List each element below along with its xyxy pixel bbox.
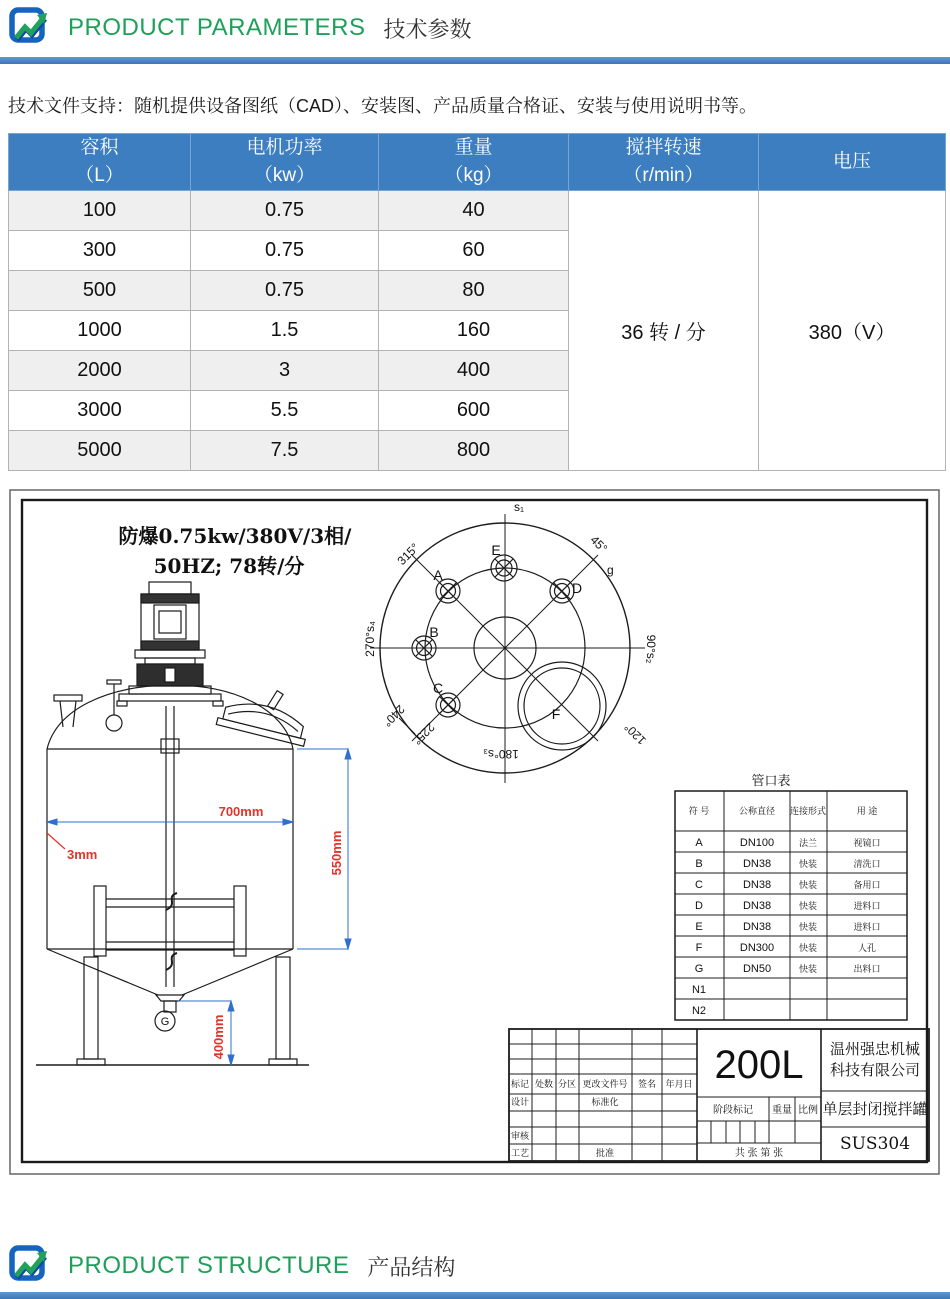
dim-height-label: 550mm <box>329 830 344 876</box>
cell-weight: 160 <box>379 311 569 351</box>
svg-text:法兰: 法兰 <box>798 838 818 848</box>
angle-45-g: g <box>607 563 614 577</box>
company-name-line1: 温州强忠机械 <box>829 1040 921 1058</box>
svg-text:审核: 审核 <box>510 1131 530 1141</box>
svg-text:标记: 标记 <box>510 1079 530 1089</box>
support-note: 技术文件支持：随机提供设备图纸（CAD）、安装图、产品质量合格证、安装与使用说明书等。 <box>8 96 757 116</box>
cell-weight: 80 <box>379 271 569 311</box>
svg-text:视镜口: 视镜口 <box>853 838 881 848</box>
svg-text:DN300: DN300 <box>739 942 775 954</box>
cell-power: 0.75 <box>191 271 379 311</box>
svg-text:N1: N1 <box>691 984 707 996</box>
cell-weight: 800 <box>379 431 569 471</box>
cell-weight: 40 <box>379 191 569 231</box>
title-block-volume: 200L <box>714 1043 804 1087</box>
section-header-parameters <box>8 6 472 50</box>
outlet-g-label: G <box>160 1016 170 1028</box>
svg-text:出料口: 出料口 <box>853 964 881 974</box>
col-header-motor-power: 电机功率 （kw） <box>191 134 379 191</box>
svg-text:更改文件号: 更改文件号 <box>582 1079 628 1089</box>
svg-text:进料口: 进料口 <box>853 901 881 911</box>
svg-text:共 张 第 张: 共 张 第 张 <box>734 1148 784 1159</box>
cad-drawing <box>7 487 943 1179</box>
angle-120: 120° <box>621 720 649 748</box>
cell-weight: 60 <box>379 231 569 271</box>
nozzle-label-b: B <box>429 624 439 640</box>
divider-bar <box>0 1292 950 1299</box>
cell-power: 1.5 <box>191 311 379 351</box>
cell-power: 7.5 <box>191 431 379 471</box>
svg-text:进料口: 进料口 <box>853 922 881 932</box>
svg-text:DN100: DN100 <box>739 837 775 849</box>
cell-power: 3 <box>191 351 379 391</box>
svg-text:N2: N2 <box>691 1005 707 1017</box>
divider-bar <box>0 57 950 64</box>
svg-text:批准: 批准 <box>595 1148 615 1158</box>
dim-thickness-label: 3mm <box>67 847 98 862</box>
section-title-zh: 产品结构 <box>367 1254 456 1280</box>
svg-text:E: E <box>695 921 703 933</box>
angle-90-s2: 90°s₂ <box>644 634 658 664</box>
svg-text:DN38: DN38 <box>742 900 772 912</box>
nozzle-label-c: C <box>432 680 444 696</box>
angle-270-s4: 270°s₄ <box>363 621 377 657</box>
section-title-en: PRODUCT STRUCTURE <box>68 1252 350 1279</box>
svg-text:A: A <box>695 837 703 849</box>
section-title-zh: 技术参数 <box>383 16 472 42</box>
axis-label-s1: s₁ <box>514 500 525 514</box>
parameters-table <box>8 133 946 471</box>
section-title-en: PRODUCT PARAMETERS <box>68 14 366 41</box>
motor-spec-line2: 50HZ; 78转/分 <box>153 554 305 578</box>
table-header-row <box>9 134 946 191</box>
svg-text:DN38: DN38 <box>742 879 772 891</box>
cell-weight: 600 <box>379 391 569 431</box>
product-name: 单层封闭搅拌罐 <box>822 1100 928 1118</box>
svg-text:B: B <box>695 858 703 870</box>
cell-volume: 5000 <box>9 431 191 471</box>
svg-text:DN38: DN38 <box>742 858 772 870</box>
svg-text:快装: 快装 <box>798 859 818 869</box>
col-header-mixing-speed: 搅拌转速 （r/min） <box>569 134 759 191</box>
cell-volume: 300 <box>9 231 191 271</box>
svg-text:处数: 处数 <box>534 1079 554 1089</box>
angle-225: 225° <box>410 720 438 748</box>
cell-speed-merged: 36 转 / 分 <box>569 191 759 471</box>
svg-text:备用口: 备用口 <box>853 880 881 890</box>
svg-text:快装: 快装 <box>798 880 818 890</box>
svg-text:连接形式: 连接形式 <box>789 806 827 816</box>
nozzle-table-title: 管口表 <box>751 773 791 788</box>
motor-spec-line1: 防爆0.75kw/380V/3相/ <box>118 524 352 548</box>
svg-text:G: G <box>694 963 704 975</box>
angle-180-s3: 180°s₃ <box>483 747 519 761</box>
svg-text:快装: 快装 <box>798 922 818 932</box>
svg-text:年月日: 年月日 <box>665 1079 693 1089</box>
svg-text:重量: 重量 <box>772 1105 792 1116</box>
nozzle-label-f: F <box>551 706 561 722</box>
angle-45: 45° <box>587 532 611 556</box>
cad-drawing-container <box>7 487 943 1184</box>
svg-text:人孔: 人孔 <box>857 943 877 953</box>
nozzle-label-a: A <box>433 567 443 583</box>
svg-text:DN50: DN50 <box>742 963 772 975</box>
cell-volume: 1000 <box>9 311 191 351</box>
svg-text:C: C <box>695 879 703 891</box>
cell-power: 0.75 <box>191 191 379 231</box>
cell-voltage-merged: 380（V） <box>759 191 946 471</box>
nozzle-label-d: D <box>571 580 583 596</box>
cell-volume: 500 <box>9 271 191 311</box>
svg-text:比例: 比例 <box>798 1105 818 1116</box>
col-header-volume: 容积 （L） <box>9 134 191 191</box>
svg-text:清洗口: 清洗口 <box>853 859 881 869</box>
cell-volume: 100 <box>9 191 191 231</box>
svg-text:快装: 快装 <box>798 964 818 974</box>
angle-315: 315° <box>394 540 422 568</box>
svg-text:快装: 快装 <box>798 901 818 911</box>
angle-240: 240° <box>380 702 408 730</box>
cell-power: 0.75 <box>191 231 379 271</box>
nozzle-label-e: E <box>491 542 501 558</box>
svg-text:DN38: DN38 <box>742 921 772 933</box>
svg-text:设计: 设计 <box>510 1097 530 1107</box>
svg-text:工艺: 工艺 <box>510 1148 530 1158</box>
svg-text:快装: 快装 <box>798 943 818 953</box>
company-name-line2: 科技有限公司 <box>829 1061 921 1079</box>
svg-text:公称直径: 公称直径 <box>738 806 776 816</box>
svg-text:F: F <box>695 942 703 954</box>
brand-logo-icon <box>8 6 54 50</box>
table-row <box>9 191 946 231</box>
cell-volume: 3000 <box>9 391 191 431</box>
cell-weight: 400 <box>379 351 569 391</box>
svg-text:阶段标记: 阶段标记 <box>713 1105 753 1116</box>
svg-text:D: D <box>695 900 703 912</box>
svg-text:用 途: 用 途 <box>856 806 878 816</box>
svg-text:符 号: 符 号 <box>688 806 710 816</box>
brand-logo-icon <box>8 1244 54 1288</box>
svg-text:签名: 签名 <box>637 1079 657 1089</box>
svg-text:标准化: 标准化 <box>591 1097 619 1107</box>
svg-text:分区: 分区 <box>557 1079 577 1089</box>
col-header-weight: 重量 （kg） <box>379 134 569 191</box>
cell-volume: 2000 <box>9 351 191 391</box>
section-header-structure <box>8 1244 455 1288</box>
cell-power: 5.5 <box>191 391 379 431</box>
col-header-voltage: 电压 <box>759 134 946 191</box>
material-label: SUS304 <box>839 1134 911 1154</box>
dim-leg-label: 400mm <box>211 1014 226 1060</box>
dim-width-label: 700mm <box>218 804 264 819</box>
